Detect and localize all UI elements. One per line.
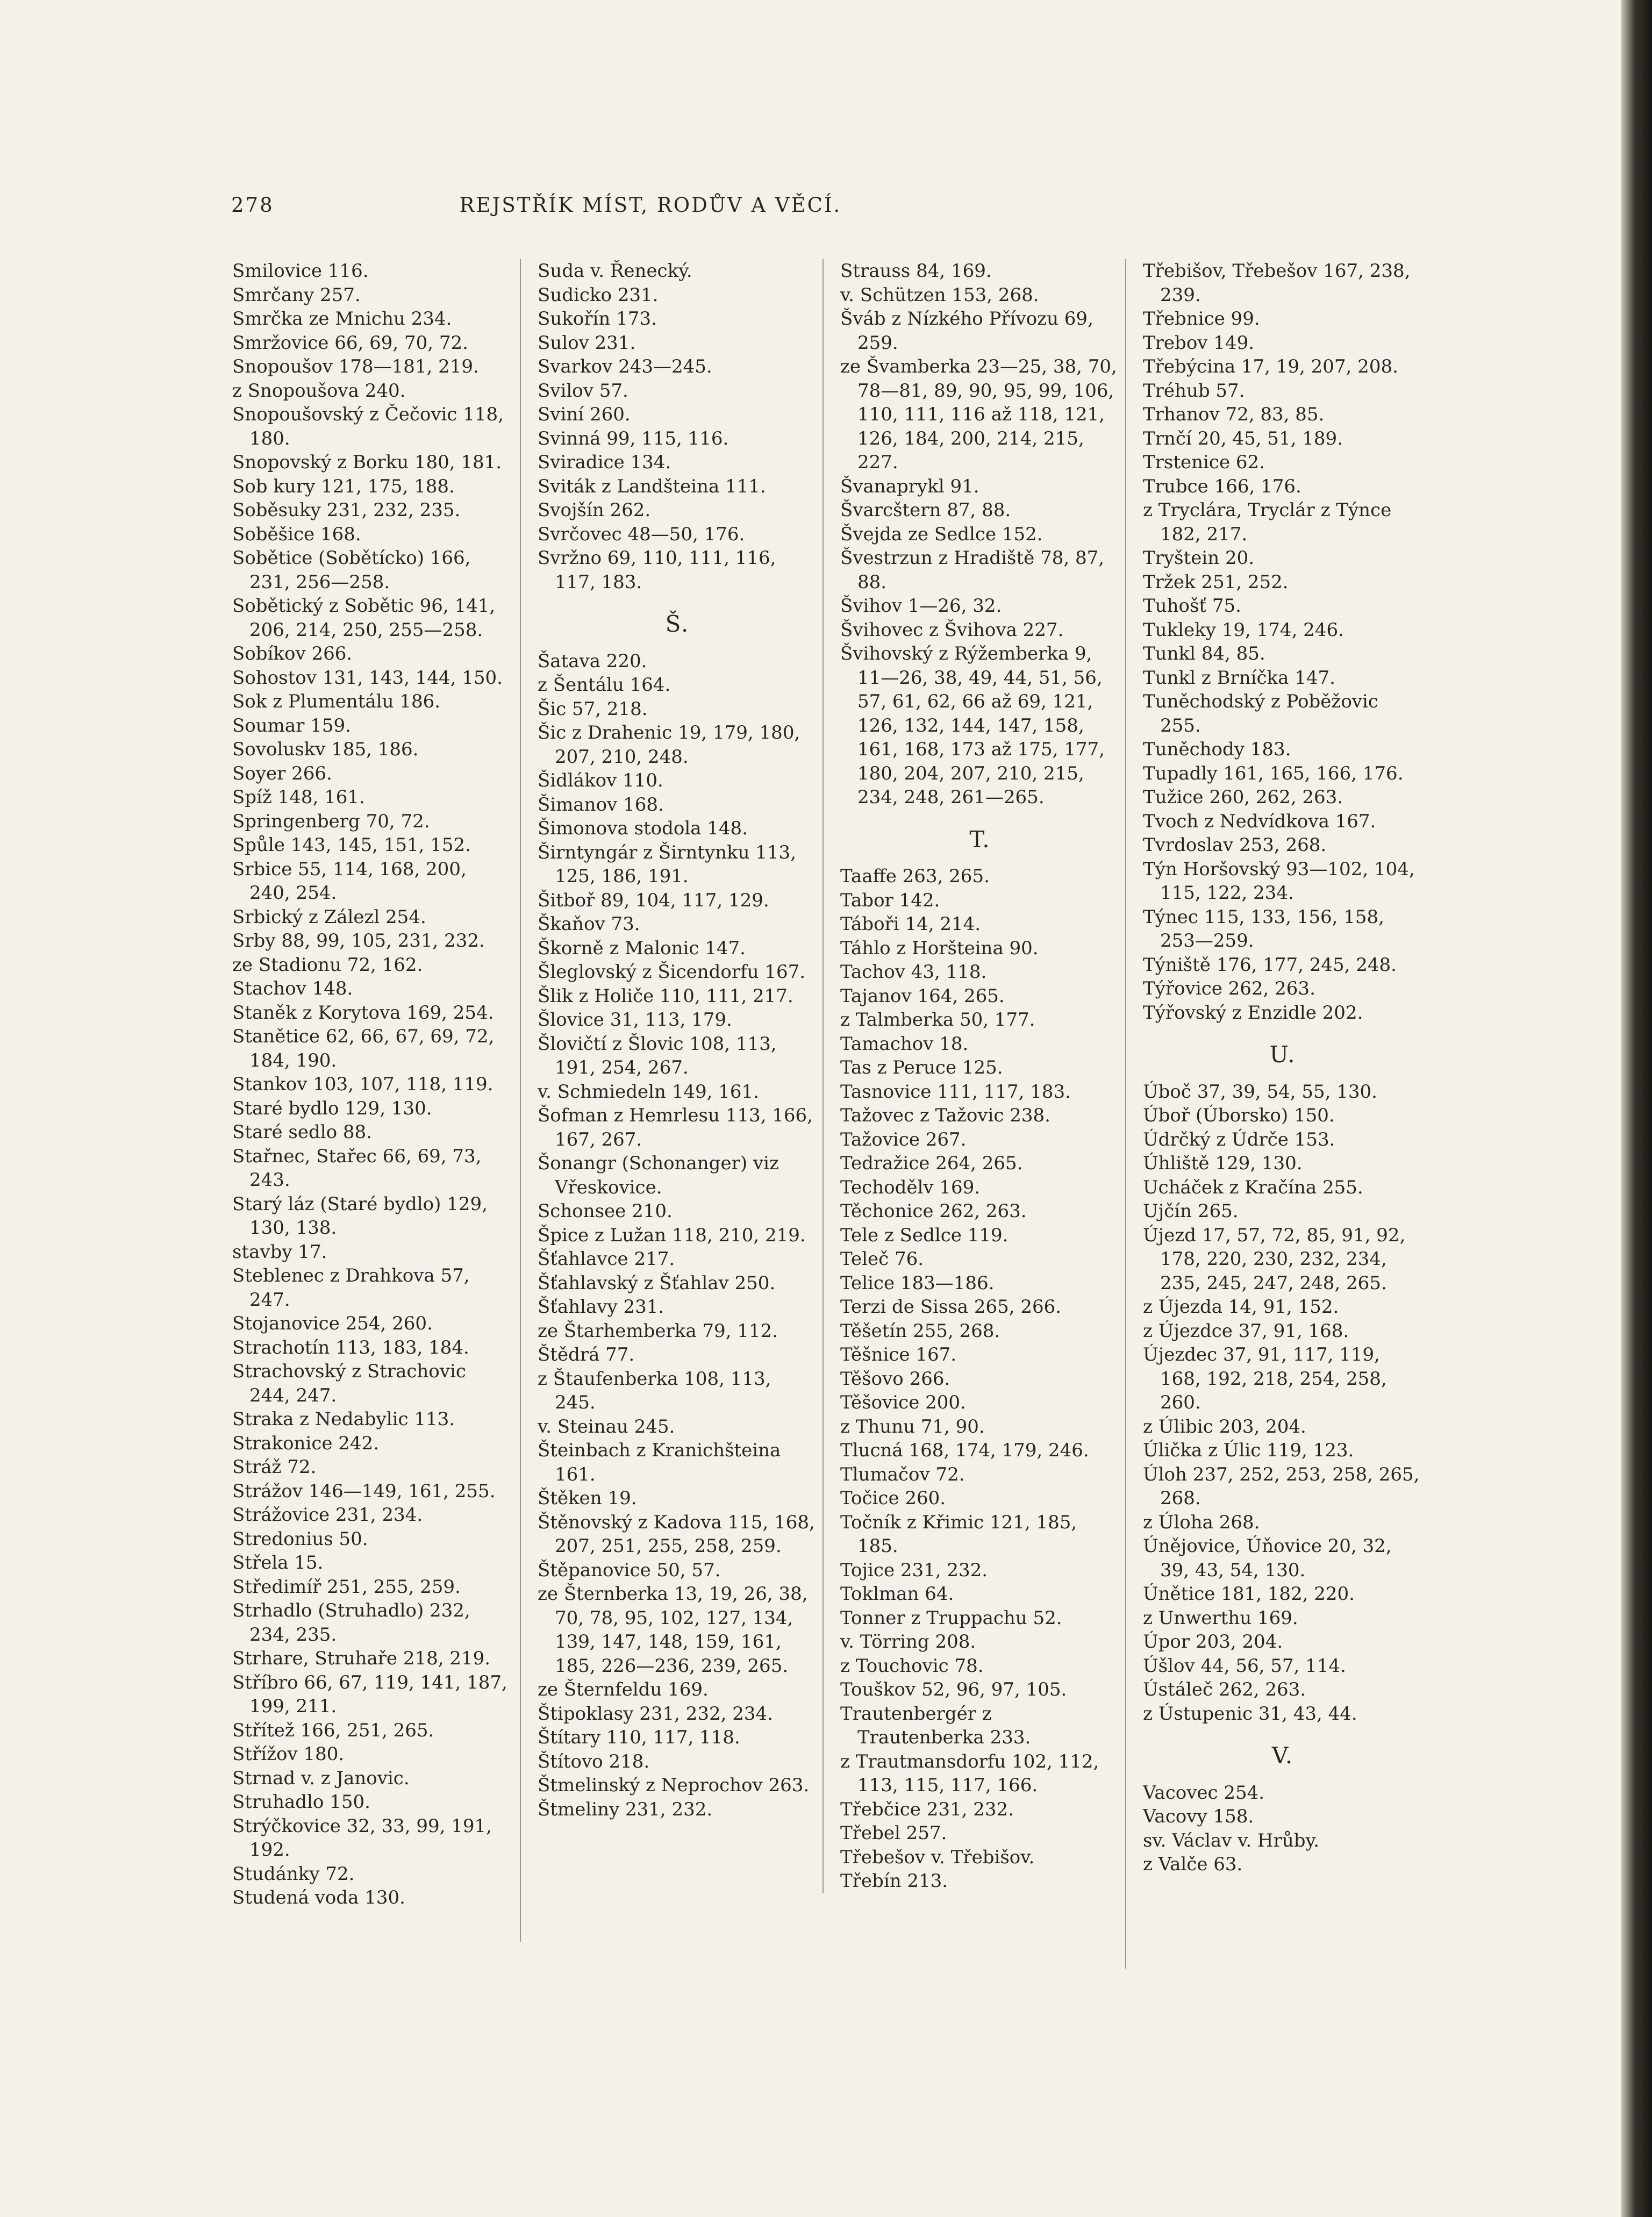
index-entry: Terzi de Sissa 265, 266.	[840, 1296, 1062, 1318]
index-entry: Trnčí 20, 45, 51, 189.	[1143, 427, 1343, 449]
index-entry: Širntyngár z Širntynku 113, 125, 186, 191.	[538, 841, 796, 887]
index-entry: Ústáleč 262, 263.	[1143, 1679, 1306, 1700]
index-entry: Švihov 1—26, 32.	[840, 595, 1002, 617]
index-entry: Svilov 57.	[538, 380, 628, 402]
index-entry: Sukořín 173.	[538, 308, 657, 330]
column-divider	[1125, 259, 1126, 1969]
index-entry: Strachovský z Strachovic 244, 247.	[232, 1361, 466, 1406]
index-entry: Třebišov, Třebešov 167, 238, 239.	[1143, 260, 1411, 306]
index-entry: Strauss 84, 169.	[840, 260, 992, 282]
index-entry: Tržek 251, 252.	[1143, 571, 1289, 593]
index-entry: Strážov 146—149, 161, 255.	[232, 1480, 496, 1502]
index-entry: Šic 57, 218.	[538, 698, 648, 720]
section-letter-heading: U.	[1269, 1041, 1296, 1068]
index-entry: Tonner z Truppachu 52.	[840, 1607, 1062, 1629]
index-entry: stavby 17.	[232, 1241, 327, 1263]
index-entry: Tuněchody 183.	[1143, 739, 1291, 760]
index-entry: Těšetín 255, 268.	[840, 1320, 1000, 1342]
index-entry: Strážovice 231, 234.	[232, 1504, 423, 1526]
index-entry: Staré bydlo 129, 130.	[232, 1097, 432, 1119]
index-entry: Soběsuky 231, 232, 235.	[232, 499, 461, 521]
index-entry: Strhare, Struhaře 218, 219.	[232, 1648, 491, 1669]
index-entry: z Unwerthu 169.	[1143, 1607, 1298, 1629]
index-entry: Údrčký z Údrče 153.	[1143, 1128, 1335, 1150]
index-entry: Sovoluskv 185, 186.	[232, 739, 419, 760]
index-entry: Únětice 181, 182, 220.	[1143, 1583, 1355, 1605]
index-entry: Studánky 72.	[232, 1863, 355, 1885]
index-entry: Štipoklasy 231, 232, 234.	[538, 1703, 773, 1725]
index-entry: Týniště 176, 177, 245, 248.	[1143, 954, 1397, 976]
index-entry: Tlucná 168, 174, 179, 246.	[840, 1440, 1089, 1461]
section-letter-heading: T.	[969, 826, 991, 853]
index-entry: Šťahlavy 231.	[538, 1296, 664, 1318]
index-entry: Týřovský z Enzidle 202.	[1143, 1002, 1363, 1024]
index-entry: z Valče 63.	[1143, 1854, 1243, 1875]
column-divider	[823, 259, 824, 1893]
index-entry: Táhlo z Horšteina 90.	[840, 937, 1039, 959]
index-entry: z Úloha 268.	[1143, 1511, 1260, 1533]
index-entry: Střítež 166, 251, 265.	[232, 1719, 434, 1741]
index-entry: z Talmberka 50, 177.	[840, 1009, 1035, 1031]
index-entry: v. Steinau 245.	[538, 1415, 675, 1438]
index-entry: Štítovo 218.	[538, 1750, 650, 1772]
index-entry: Šimanov 168.	[538, 793, 664, 816]
index-entry: Těšnice 167.	[840, 1344, 957, 1365]
index-entry: z Štaufenberka 108, 113, 245.	[538, 1368, 771, 1413]
index-entry: Úlička z Úlic 119, 123.	[1143, 1440, 1354, 1461]
index-entry: Srbický z Zálezl 254.	[232, 906, 426, 928]
index-entry: Štědrá 77.	[538, 1344, 635, 1365]
column-divider	[520, 259, 521, 1942]
index-entry: Schonsee 210.	[538, 1200, 673, 1222]
index-entry: Střížov 180.	[232, 1743, 345, 1765]
index-entry: Trebov 149.	[1143, 332, 1255, 354]
index-entry: Tažovice 267.	[840, 1128, 967, 1150]
index-entry: Šťahlavský z Šťahlav 250.	[538, 1272, 776, 1294]
index-entry: Steblenec z Drahkova 57, 247.	[232, 1265, 470, 1311]
index-entry: Újezd 17, 57, 72, 85, 91, 92, 178, 220, 230, 232, 234, 235, 245, 247, 248, 265.	[1143, 1224, 1406, 1294]
index-entry: Svarkov 243—245.	[538, 356, 712, 377]
index-entry: ze Štarhemberka 79, 112.	[538, 1320, 778, 1342]
index-entry: Týnec 115, 133, 156, 158, 253—259.	[1143, 906, 1384, 952]
index-entry: Šonangr (Schonanger) viz Vřeskovice.	[538, 1153, 779, 1198]
index-entry: Třebel 257.	[840, 1822, 947, 1844]
index-entry: Touškov 52, 96, 97, 105.	[840, 1679, 1067, 1700]
index-entry: Těšovo 266.	[840, 1368, 950, 1390]
index-entry: Stankov 103, 107, 118, 119.	[232, 1074, 494, 1095]
index-entry: Tachov 43, 118.	[840, 961, 987, 983]
index-entry: Strýčkovice 32, 33, 99, 191, 192.	[232, 1815, 492, 1861]
index-entry: Tažovec z Tažovic 238.	[840, 1105, 1050, 1126]
index-entry: z Újezda 14, 91, 152.	[1143, 1296, 1339, 1318]
index-entry: Spíž 148, 161.	[232, 786, 365, 808]
index-entry: Třebešov v. Třebišov.	[840, 1846, 1035, 1868]
running-title: REJSTŘÍK MÍST, RODŮV A VĚCÍ.	[459, 194, 842, 217]
index-entry: Vacovec 254.	[1143, 1782, 1265, 1804]
index-entry: Švihovec z Švihova 227.	[840, 619, 1064, 641]
index-entry: Tryštein 20.	[1143, 547, 1255, 569]
index-entry: Straka z Nedabylic 113.	[232, 1408, 455, 1430]
index-entry: Třebnice 99.	[1143, 308, 1260, 330]
index-entry: Srbice 55, 114, 168, 200, 240, 254.	[232, 858, 467, 904]
page-number: 278	[231, 194, 274, 217]
index-entry: Stanětice 62, 66, 67, 69, 72, 184, 190.	[232, 1026, 495, 1071]
index-entry: Trhanov 72, 83, 85.	[1143, 404, 1325, 425]
index-entry: Třebín 213.	[840, 1870, 948, 1892]
index-entry: Točice 260.	[840, 1487, 946, 1509]
book-binding-edge	[1621, 0, 1652, 2217]
index-entry: Štěnovský z Kadova 115, 168, 207, 251, 255, 258, 259.	[538, 1511, 815, 1557]
index-entry: Toklman 64.	[840, 1583, 954, 1605]
index-entry: Šváb z Nízkého Přívozu 69, 259.	[840, 308, 1093, 354]
index-entry: Tele z Sedlce 119.	[840, 1224, 1009, 1246]
page-header	[231, 194, 1070, 226]
index-entry: Stříbro 66, 67, 119, 141, 187, 199, 211.	[232, 1671, 507, 1717]
index-column-1	[232, 259, 512, 1910]
index-entry: Šimonova stodola 148.	[538, 818, 748, 839]
index-entry: Struhadlo 150.	[232, 1791, 370, 1813]
index-entry: Úboř (Úborsko) 150.	[1143, 1105, 1335, 1126]
index-entry: Tuhošť 75.	[1143, 595, 1241, 617]
index-entry: Šofman z Hemrlesu 113, 166, 167, 267.	[538, 1105, 813, 1150]
index-entry: Soběšice 168.	[232, 523, 361, 545]
index-entry: Štěpanovice 50, 57.	[538, 1559, 721, 1581]
index-entry: z Šentálu 164.	[538, 674, 671, 696]
index-entry: Svržno 69, 110, 111, 116, 117, 183.	[538, 547, 776, 593]
index-entry: Taaffe 263, 265.	[840, 866, 990, 887]
index-entry: z Tryclára, Tryclár z Týnce 182, 217.	[1143, 499, 1392, 545]
index-entry: Strachotín 113, 183, 184.	[232, 1336, 469, 1358]
index-entry: Švejda ze Sedlce 152.	[840, 523, 1043, 545]
index-entry: z Ústupenic 31, 43, 44.	[1143, 1703, 1357, 1725]
index-entry: Škorně z Malonic 147.	[538, 937, 746, 959]
index-entry: Svinná 99, 115, 116.	[538, 427, 729, 449]
index-entry: Sobíkov 266.	[232, 643, 353, 664]
index-entry: Šic z Drahenic 19, 179, 180, 207, 210, 248.	[538, 722, 800, 768]
index-entry: Sobětický z Sobětic 96, 141, 206, 214, 250, 255—258.	[232, 595, 496, 641]
index-entry: Stráž 72.	[232, 1456, 317, 1478]
index-entry: Úšlov 44, 56, 57, 114.	[1143, 1655, 1346, 1677]
index-entry: Štmelinský z Neprochov 263.	[538, 1775, 810, 1796]
index-entry: z Snopoušova 240.	[232, 380, 406, 402]
index-entry: Snopovský z Borku 180, 181.	[232, 452, 502, 473]
index-entry: v. Schmiedeln 149, 161.	[538, 1081, 759, 1103]
index-entry: v. Törring 208.	[840, 1631, 976, 1653]
index-entry: Trubce 166, 176.	[1143, 475, 1301, 497]
index-entry: Štmeliny 231, 232.	[538, 1798, 713, 1820]
index-entry: Snopoušov 178—181, 219.	[232, 356, 479, 377]
index-entry: Smilovice 116.	[232, 260, 369, 282]
index-entry: Sviták z Landšteina 111.	[538, 475, 766, 497]
index-entry: Točník z Křimic 121, 185, 185.	[840, 1511, 1077, 1557]
index-entry: Sulov 231.	[538, 332, 636, 354]
index-entry: Telice 183—186.	[840, 1272, 995, 1294]
index-entry: Sudicko 231.	[538, 284, 659, 306]
index-entry: Vacovy 158.	[1143, 1806, 1254, 1827]
index-entry: Smržovice 66, 69, 70, 72.	[232, 332, 468, 354]
index-entry: Šlovičtí z Šlovic 108, 113, 191, 254, 267.	[538, 1033, 777, 1078]
index-entry: ze Stadionu 72, 162.	[232, 954, 423, 976]
index-entry: Sok z Plumentálu 186.	[232, 691, 441, 712]
index-entry: ze Švamberka 23—25, 38, 70, 78—81, 89, 90, 95, 99, 106, 110, 111, 116 až 118, 121, 126, 184, 200, 214, 215, 227.	[840, 356, 1117, 473]
index-entry: Švestrzun z Hradiště 78, 87, 88.	[840, 547, 1105, 593]
index-entry: Studená voda 130.	[232, 1887, 405, 1908]
index-entry: Těchonice 262, 263.	[840, 1200, 1027, 1222]
index-entry: Teleč 76.	[840, 1248, 924, 1270]
index-entry: Sviradice 134.	[538, 452, 671, 473]
index-column-4	[1143, 259, 1422, 1877]
index-entry: Třebčice 231, 232.	[840, 1798, 1014, 1820]
index-entry: Újezdec 37, 91, 117, 119, 168, 192, 218, 254, 258, 260.	[1143, 1344, 1387, 1413]
index-entry: Stojanovice 254, 260.	[232, 1313, 433, 1334]
index-entry: Střela 15.	[232, 1552, 324, 1574]
index-entry: Spůle 143, 145, 151, 152.	[232, 834, 471, 856]
index-entry: Sobětice (Sobětícko) 166, 231, 256—258.	[232, 547, 471, 593]
index-entry: Špice z Lužan 118, 210, 219.	[538, 1224, 806, 1246]
index-entry: Švarcštern 87, 88.	[840, 499, 1011, 521]
index-entry: Tukleky 19, 174, 246.	[1143, 619, 1344, 641]
index-entry: Týřovice 262, 263.	[1143, 978, 1315, 999]
index-entry: Šitboř 89, 104, 117, 129.	[538, 889, 769, 911]
index-entry: Třebýcina 17, 19, 207, 208.	[1143, 356, 1398, 377]
index-entry: Tamachov 18.	[840, 1033, 969, 1055]
index-entry: Staněk z Korytova 169, 254.	[232, 1002, 494, 1024]
index-entry: Suda v. Řenecký.	[538, 260, 692, 282]
index-entry: Šleglovský z Šicendorfu 167.	[538, 961, 806, 983]
index-entry: z Touchovic 78.	[840, 1655, 984, 1677]
index-entry: ze Šternberka 13, 19, 26, 38, 70, 78, 95, 102, 127, 134, 139, 147, 148, 159, 161, 185, 226—236, 239, 265.	[538, 1583, 808, 1677]
index-entry: Snopoušovský z Čečovic 118, 180.	[232, 404, 504, 449]
index-entry: Tunkl 84, 85.	[1143, 643, 1265, 664]
index-entry: Tojice 231, 232.	[840, 1559, 988, 1581]
index-entry: Sohostov 131, 143, 144, 150.	[232, 667, 503, 689]
index-entry: Úhliště 129, 130.	[1143, 1153, 1303, 1174]
index-entry: Strhadlo (Struhadlo) 232, 234, 235.	[232, 1600, 470, 1646]
index-entry: Štítary 110, 117, 118.	[538, 1727, 740, 1748]
index-entry: Tasnovice 111, 117, 183.	[840, 1081, 1071, 1103]
index-column-2	[538, 259, 817, 1821]
index-entry: Šlik z Holiče 110, 111, 217.	[538, 985, 793, 1007]
index-entry: Stařnec, Stařec 66, 69, 73, 243.	[232, 1145, 482, 1191]
index-entry: z Újezdce 37, 91, 168.	[1143, 1320, 1349, 1342]
index-entry: Tvoch z Nedvídkova 167.	[1143, 810, 1376, 832]
index-entry: z Úlibic 203, 204.	[1143, 1415, 1306, 1438]
index-entry: Ucháček z Kračína 255.	[1143, 1176, 1363, 1198]
index-entry: Tréhub 57.	[1143, 380, 1245, 402]
index-entry: Soumar 159.	[232, 714, 351, 736]
index-entry: Únějovice, Úňovice 20, 32, 39, 43, 54, 130.	[1143, 1535, 1392, 1581]
index-entry: Stredonius 50.	[232, 1528, 368, 1550]
index-entry: Svrčovec 48—50, 176.	[538, 523, 745, 545]
index-entry: Šťahlavce 217.	[538, 1248, 675, 1270]
index-entry: Stachov 148.	[232, 978, 353, 999]
index-entry: Svojšín 262.	[538, 499, 651, 521]
section-letter-heading: V.	[1271, 1742, 1294, 1769]
index-entry: z Trautmansdorfu 102, 112, 113, 115, 117, 166.	[840, 1750, 1099, 1796]
index-entry: Táboři 14, 214.	[840, 913, 981, 935]
index-entry: Šteinbach z Kranichšteina 161.	[538, 1440, 781, 1485]
index-entry: Úboč 37, 39, 54, 55, 130.	[1143, 1081, 1377, 1103]
index-entry: Tvrdoslav 253, 268.	[1143, 834, 1327, 856]
section-letter-heading: Š.	[665, 611, 690, 637]
index-entry: Sviní 260.	[538, 404, 631, 425]
index-entry: sv. Václav v. Hrůby.	[1143, 1829, 1319, 1851]
index-entry: Tužice 260, 262, 263.	[1143, 786, 1343, 808]
index-entry: Týn Horšovský 93—102, 104, 115, 122, 234.	[1143, 858, 1415, 904]
index-entry: v. Schützen 153, 268.	[840, 284, 1039, 306]
index-entry: Trstenice 62.	[1143, 452, 1265, 473]
index-entry: Šidlákov 110.	[538, 770, 663, 791]
index-entry: Sob kury 121, 175, 188.	[232, 475, 455, 497]
index-entry: Štěken 19.	[538, 1487, 637, 1509]
index-entry: Tabor 142.	[840, 889, 940, 911]
index-entry: Středimíř 251, 255, 259.	[232, 1576, 461, 1598]
index-entry: Srby 88, 99, 105, 231, 232.	[232, 930, 485, 952]
index-entry: Staré sedlo 88.	[232, 1121, 372, 1143]
index-entry: Strnad v. z Janovic.	[232, 1767, 410, 1789]
index-entry: Ujčín 265.	[1143, 1200, 1239, 1222]
index-entry: Tunkl z Brníčka 147.	[1143, 667, 1335, 689]
index-entry: Smrčka ze Mnichu 234.	[232, 308, 452, 330]
index-entry: Smrčany 257.	[232, 284, 361, 306]
index-entry: Tedražice 264, 265.	[840, 1153, 1023, 1174]
index-entry: Tas z Peruce 125.	[840, 1057, 1003, 1078]
index-entry: ze Šternfeldu 169.	[538, 1679, 709, 1700]
index-entry: Starý láz (Staré bydlo) 129, 130, 138.	[232, 1193, 488, 1239]
index-entry: Škaňov 73.	[538, 913, 640, 935]
index-entry: Šatava 220.	[538, 650, 647, 672]
index-entry: Šlovice 31, 113, 179.	[538, 1009, 732, 1031]
index-entry: Úloh 237, 252, 253, 258, 265, 268.	[1143, 1463, 1420, 1509]
index-entry: Strakonice 242.	[232, 1432, 379, 1454]
index-entry: z Thunu 71, 90.	[840, 1415, 985, 1438]
index-entry: Švanaprykl 91.	[840, 475, 979, 497]
index-entry: Švihovský z Rýžemberka 9, 11—26, 38, 49, 44, 51, 56, 57, 61, 62, 66 až 69, 121, 126, 132, 144, 147, 158, 161, 168, 173 až 175, 177, 180, 204, 207, 210, 215, 234, 248, 261—265.	[840, 643, 1105, 808]
index-entry: Tlumačov 72.	[840, 1463, 965, 1485]
index-entry: Trautenbergér z Trautenberka 233.	[840, 1703, 1031, 1748]
index-entry: Techodělv 169.	[840, 1176, 981, 1198]
index-entry: Tupadly 161, 165, 166, 176.	[1143, 762, 1404, 784]
index-entry: Soyer 266.	[232, 762, 332, 784]
index-entry: Těšovice 200.	[840, 1392, 966, 1413]
index-entry: Tuněchodský z Poběžovic 255.	[1143, 691, 1378, 736]
index-entry: Springenberg 70, 72.	[232, 810, 430, 832]
index-entry: Tajanov 164, 265.	[840, 985, 1005, 1007]
index-entry: Úpor 203, 204.	[1143, 1631, 1283, 1653]
index-column-3	[840, 259, 1120, 1893]
